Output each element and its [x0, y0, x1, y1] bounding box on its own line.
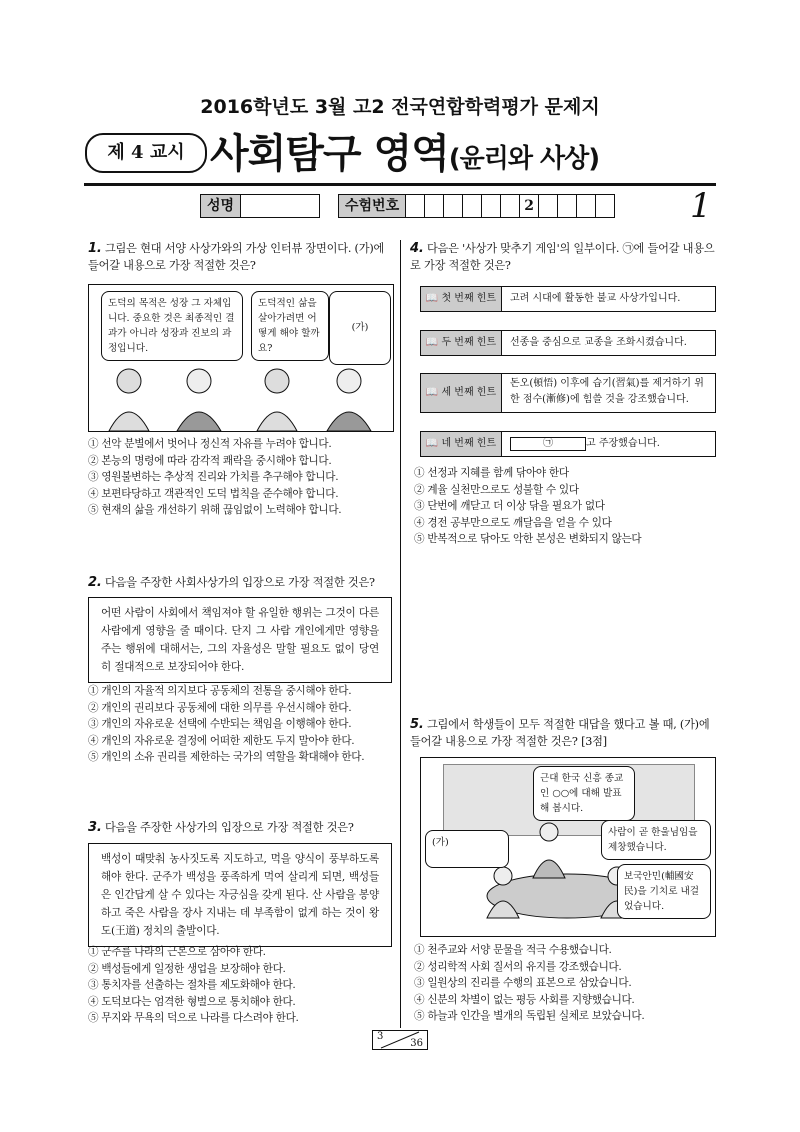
q1-option[interactable]: ④ 보편타당하고 객관적인 도덕 법칙을 준수해야 합니다.: [88, 487, 339, 500]
q2-option[interactable]: ① 개인의 자율적 의지보다 공동체의 전통을 중시해야 한다.: [88, 685, 352, 697]
q3-options: [88, 944, 299, 1027]
subject-sub: (윤리와 사상): [448, 144, 600, 174]
q4-hint-2: 📖 두 번째 힌트 선종을 중심으로 교종을 조화시켰습니다.: [420, 330, 716, 356]
q2-option[interactable]: ③ 개인의 자유로운 선택에 수반되는 책임을 이행해야 한다.: [88, 718, 352, 731]
q3-option[interactable]: ④ 도덕보다는 엄격한 형벌으로 통치해야 한다.: [88, 995, 296, 1008]
q4-hint-1: 📖 첫 번째 힌트 고려 시대에 활동한 불교 사상가입니다.: [420, 286, 716, 312]
q5-option[interactable]: ⑤ 하늘과 인간을 별개의 독립된 실체로 보았습니다.: [414, 1010, 645, 1023]
footer-page-box: [372, 1030, 428, 1050]
q4-option[interactable]: ② 계율 실천만으로도 성불할 수 있다: [414, 483, 579, 496]
footer-page: 3: [377, 1031, 384, 1042]
q5-bubble-student1: 사람이 곧 한울님임을 제창했습니다.: [601, 820, 711, 860]
q3-option[interactable]: ① 군주를 나라의 근본으로 삼아야 한다.: [88, 946, 266, 958]
q3-option[interactable]: ③ 통치자를 선출하는 절차를 제도화해야 한다.: [88, 979, 296, 992]
q5-bubble-teacher: 근대 한국 신흥 종교인 ○○에 대해 발표해 봅시다.: [533, 766, 635, 821]
q1-options: [88, 436, 341, 519]
q5-option[interactable]: ① 천주교와 서양 문물을 적극 수용했습니다.: [414, 944, 612, 956]
q4-option[interactable]: ① 선정과 지혜를 함께 닦아야 한다: [414, 467, 569, 479]
q4-hint-4: 📖 네 번째 힌트 ㉠ 고 주장했습니다.: [420, 431, 716, 457]
q2-option[interactable]: ② 개인의 권리보다 공동체에 대한 의무를 우선시해야 한다.: [88, 701, 352, 714]
q1-illustration: [89, 365, 393, 431]
footer-total: 36: [410, 1038, 423, 1049]
subject-name: 사회탐구 영역: [210, 131, 449, 177]
subject-title: [210, 122, 599, 179]
q5-options: [414, 942, 644, 1025]
q4-stem: 4. 다음은 '사상가 맞추기 게임'의 일부이다. ㉠에 들어갈 내용으로 가장 적절한 것은?: [410, 241, 715, 272]
exam-number-digit: 2: [520, 195, 539, 217]
q1-figure: [88, 284, 394, 432]
q2-option[interactable]: ④ 개인의 자유로운 결정에 어떠한 제한도 두지 말아야 한다.: [88, 734, 355, 747]
q4-blank: ㉠: [510, 437, 586, 451]
q2-stem: 2. 다음을 주장한 사회사상가의 입장으로 가장 적절한 것은?: [88, 575, 375, 590]
q1-option[interactable]: ③ 영원불변하는 추상적 진리와 가치를 추구해야 합니다.: [88, 471, 339, 484]
exam-number-field[interactable]: [338, 194, 615, 218]
q5-stem: 5. 그림에서 학생들이 모두 적절한 대답을 했다고 볼 때, (가)에 들어갈 내용으로 가장 적절한 것은? [3점]: [410, 717, 710, 748]
column-divider: [400, 240, 401, 1028]
q1-stem: 1. 그림은 현대 서양 사상가와의 가상 인터뷰 장면이다. (가)에 들어갈 내용으로 가장 적절한 것은?: [88, 241, 385, 272]
exam-title: 2016학년도 3월 고2 전국연합학력평가 문제지: [200, 96, 600, 118]
name-label: 성명: [201, 195, 241, 217]
q3-option[interactable]: ⑤ 무지와 무욕의 덕으로 나라를 다스려야 한다.: [88, 1012, 299, 1025]
q1-bubble-interviewer: 도덕적인 삶을 살아가려면 어떻게 해야 할까요?: [251, 291, 329, 361]
q4-option[interactable]: ③ 단번에 깨닫고 더 이상 닦을 필요가 없다: [414, 500, 605, 513]
q2-passage: 어떤 사람이 사회에서 책임져야 할 유일한 행위는 그것이 다른 사람에게 영향을 줄 때이다. 단지 그 사람 개인에게만 영향을 주는 행위에 대해서는, 그의 자율성은 말할 필요도 없이 당연히 절대적으로 보장되어야 한다.: [88, 597, 392, 683]
q2-options: [88, 683, 364, 766]
q5-option[interactable]: ② 성리학적 사회 질서의 유지를 강조했습니다.: [414, 960, 622, 973]
q1-bubble-interviewee: 도덕의 목적은 성장 그 자체입니다. 중요한 것은 최종적인 결과가 아니라 성장과 진보의 과정입니다.: [101, 291, 243, 361]
q5-bubble-ga: (가): [425, 830, 509, 868]
q1-option[interactable]: ⑤ 현재의 삶을 개선하기 위해 끊임없이 노력해야 합니다.: [88, 504, 342, 517]
name-field[interactable]: [200, 194, 320, 218]
q1-bubble-ga: (가): [329, 291, 391, 365]
q3-stem: 3. 다음을 주장한 사상가의 입장으로 가장 적절한 것은?: [88, 820, 354, 835]
q5-option[interactable]: ④ 신분의 차별이 없는 평등 사회를 지향했습니다.: [414, 993, 635, 1006]
q1-option[interactable]: ② 본능의 명령에 따라 감각적 쾌락을 중시해야 합니다.: [88, 454, 332, 467]
exam-number-label: 수험번호: [339, 195, 406, 217]
q1-option[interactable]: ① 선악 분별에서 벗어나 정신적 자유를 누려야 합니다.: [88, 438, 332, 450]
q4-hint-3: 📖 세 번째 힌트 돈오(頓悟) 이후에 습기(習氣)를 제거하기 위한 점수(漸修)에 힘쓸 것을 강조했습니다.: [420, 373, 716, 413]
q4-option[interactable]: ④ 경전 공부만으로도 깨달음을 얻을 수 있다: [414, 516, 612, 529]
period-badge: 제 4 교시: [85, 133, 207, 173]
q3-option[interactable]: ② 백성들에게 일정한 생업을 보장해야 한다.: [88, 962, 286, 975]
q5-figure: [420, 757, 716, 937]
q5-bubble-student2: 보국안민(輔國安民)을 기치로 내걸었습니다.: [617, 864, 711, 919]
q3-passage: 백성이 때맞춰 농사짓도록 지도하고, 먹을 양식이 풍부하도록 해야 한다. 군주가 백성을 풍족하게 먹여 살리게 되면, 백성들은 인간답게 살 수 있다는 자긍심을 갖게 된다. 산 사람을 봉양하고 죽은 사람을 장사 지내는 데 부족함이 없게 하는 것이 왕도(王道) 정치의 출발이다.: [88, 843, 392, 947]
q4-option[interactable]: ⑤ 반복적으로 닦아도 악한 본성은 변화되지 않는다: [414, 533, 642, 546]
header-rule: [84, 183, 716, 186]
q5-option[interactable]: ③ 일원상의 진리를 수행의 표본으로 삼았습니다.: [414, 977, 632, 990]
q2-option[interactable]: ⑤ 개인의 소유 권리를 제한하는 국가의 역할을 확대해야 한다.: [88, 751, 365, 764]
page-number: 1: [690, 186, 712, 226]
q4-options: [414, 465, 641, 548]
